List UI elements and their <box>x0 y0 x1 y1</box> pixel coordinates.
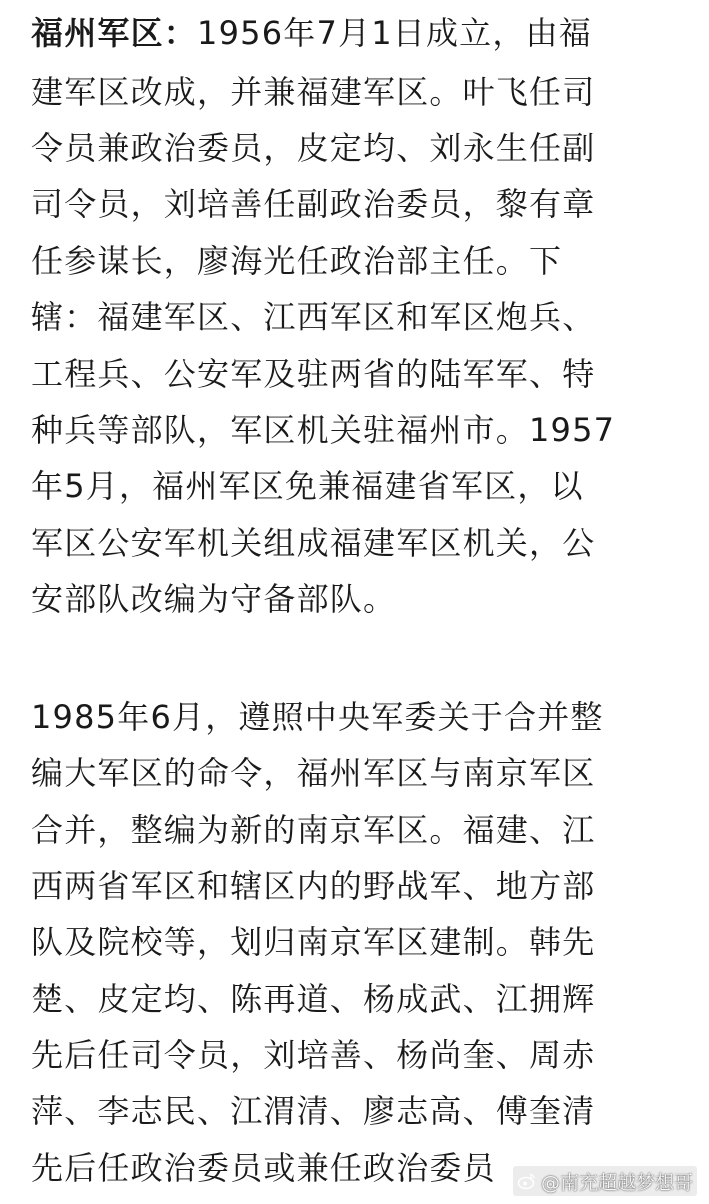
paragraph2-line-6: 先后任司令员，刘培善、杨尚奎、周赤 <box>31 1036 596 1074</box>
paragraph1-line-3: 司令员，刘培善任副政治委员，黎有章 <box>31 185 596 223</box>
paragraph1-line-2: 令员兼政治委员，皮定均、刘永生任副 <box>31 129 596 167</box>
paragraph2-line-2: 合并，整编为新的南京军区。福建、江 <box>31 811 596 849</box>
paragraph2-line-4: 队及院校等，划归南京军区建制。韩先 <box>31 923 596 961</box>
paragraph2-line-7: 萍、李志民、江渭清、廖志高、傅奎清 <box>31 1092 596 1130</box>
paragraph2-line-3: 西两省军区和辖区内的野战军、地方部 <box>31 867 596 905</box>
paragraph1-line-0 <box>31 13 691 53</box>
watermark <box>513 1166 697 1196</box>
paragraph1-line-9: 军区公安军机关组成福建军区机关，公 <box>31 524 596 562</box>
paragraph2-line-0: 1985年6月，遵照中央军委关于合并整 <box>31 698 604 736</box>
paragraph1-line-0-text: 1956年7月1日成立，由福 <box>197 14 592 52</box>
paragraph1-line-1: 建军区改成，并兼福建军区。叶飞任司 <box>31 73 596 111</box>
watermark-text: @南充超越梦想哥 <box>540 1171 693 1194</box>
paragraph2-line-5: 楚、皮定均、陈再道、杨成武、江拥辉 <box>31 980 596 1018</box>
paragraph1-line-7: 种兵等部队，军区机关驻福州市。1957 <box>31 411 616 449</box>
paragraph1-line-8: 年5月，福州军区免兼福建省军区，以 <box>31 467 584 505</box>
paragraph1-line-4: 任参谋长，廖海光任政治部主任。下 <box>31 242 563 280</box>
paragraph2-line-8: 先后任政治委员或兼任政治委员 <box>31 1149 496 1187</box>
paragraph2-line-1: 编大军区的命令，福州军区与南京军区 <box>31 754 596 792</box>
paragraph1-heading: 福州军区： <box>31 14 198 52</box>
paragraph1-line-6: 工程兵、公安军及驻两省的陆军军、特 <box>31 355 596 393</box>
paragraph1-line-10: 安部队改编为守备部队。 <box>31 580 397 618</box>
paragraph1-line-5: 辖：福建军区、江西军区和军区炮兵、 <box>31 298 596 336</box>
weibo-icon <box>517 1171 537 1191</box>
